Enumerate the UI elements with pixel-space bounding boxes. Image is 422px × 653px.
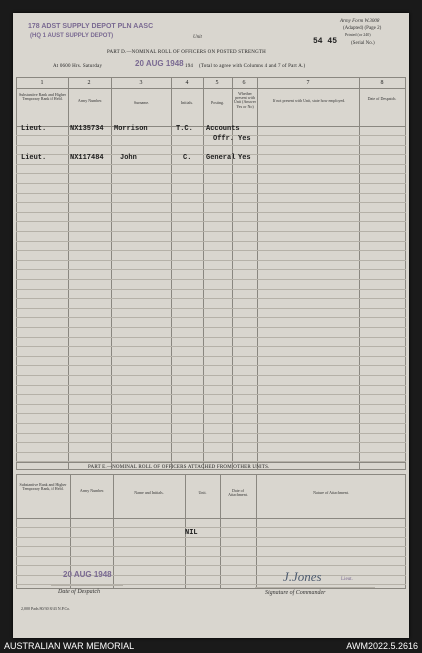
row1-rank: Lieut. bbox=[21, 125, 47, 133]
signature-rank: Lieut. bbox=[341, 577, 353, 582]
col-e-edge-right bbox=[405, 474, 406, 588]
col-number-5: 5 bbox=[215, 80, 219, 86]
ruled-line bbox=[16, 442, 406, 443]
row2-initials: C. bbox=[183, 154, 192, 162]
ruled-line bbox=[16, 433, 406, 434]
col-number-6: 6 bbox=[242, 80, 246, 86]
despatch-date-label: Date of Despatch bbox=[58, 589, 100, 595]
archive-footer bbox=[0, 640, 422, 653]
ruled-line bbox=[16, 289, 406, 290]
unit-stamp-line2: (HQ 1 AUST SUPPLY DEPOT) bbox=[30, 33, 114, 39]
form-adapted: (Adapted) (Page 2) bbox=[343, 26, 382, 31]
unit-stamp-line1: 178 ADST SUPPLY DEPOT PLN AASC bbox=[28, 23, 154, 30]
row1-posting: Accounts bbox=[206, 125, 240, 133]
col-header-posting: Posting. bbox=[210, 100, 224, 105]
ruled-line bbox=[16, 269, 406, 270]
ruled-line bbox=[16, 394, 406, 395]
table-d-bottom-border bbox=[16, 462, 406, 463]
print-note: 2,000 Pads 80/30 8/43 N.P.Co. bbox=[21, 606, 71, 611]
ruled-line bbox=[16, 527, 406, 528]
ruled-line bbox=[16, 145, 406, 146]
serial-number: 54 45 bbox=[313, 37, 338, 46]
signature-label: Signature of Commander bbox=[265, 590, 326, 596]
despatch-date-stamp: 20 AUG 1948 bbox=[63, 570, 112, 579]
at-hours-label: At 0600 Hrs. Saturday bbox=[53, 64, 103, 69]
col-number-7: 7 bbox=[306, 80, 310, 86]
form-printed: Printed (or 240) bbox=[345, 32, 371, 37]
ruled-line bbox=[16, 385, 406, 386]
row2-rank: Lieut. bbox=[21, 154, 47, 162]
total-note: (Total to agree with Columns 4 and 7 of Part A.) bbox=[199, 64, 306, 69]
row1-army-number: NX135734 bbox=[70, 125, 104, 133]
ruled-line bbox=[16, 365, 406, 366]
col-header-rank: Substantive Rank and Higher Temporary Rank if Held. bbox=[19, 92, 66, 102]
col-number-2: 2 bbox=[87, 80, 91, 86]
ruled-line bbox=[16, 202, 406, 203]
ruled-line bbox=[16, 135, 406, 136]
table-d-number-row-border bbox=[16, 88, 406, 89]
ruled-line bbox=[16, 241, 406, 242]
part-e-nil: NIL bbox=[185, 529, 198, 537]
ruled-line bbox=[16, 546, 406, 547]
e-header-name: Name and Initials. bbox=[134, 490, 164, 495]
row2-army-number: NX117484 bbox=[70, 154, 104, 162]
part-e-title: PART E.—NOMINAL ROLL OF OFFICERS ATTACHED FROM OTHER UNITS. bbox=[88, 465, 270, 470]
col-number-1: 1 bbox=[40, 80, 44, 86]
ruled-line bbox=[16, 212, 406, 213]
ruled-line bbox=[16, 231, 406, 232]
e-header-unit: Unit. bbox=[198, 490, 207, 495]
despatch-date-line bbox=[51, 585, 123, 586]
e-header-rank: Substantive Rank and Higher Temporary Rank, if Held. bbox=[19, 482, 67, 492]
ruled-line bbox=[16, 308, 406, 309]
ruled-line bbox=[16, 565, 406, 566]
archive-accession: AWM2022.5.2616 bbox=[346, 641, 418, 651]
row1-present: Yes bbox=[238, 135, 251, 143]
archive-name: AUSTRALIAN WAR MEMORIAL bbox=[4, 641, 135, 651]
ruled-line bbox=[16, 327, 406, 328]
e-header-nature: Nature of Attachment. bbox=[313, 490, 349, 495]
col-header-present: Whether present with Unit (Answer Yes or No) bbox=[234, 91, 256, 109]
col-e-sep-5 bbox=[256, 474, 257, 588]
part-d-date-stamp: 20 AUG 1948 bbox=[135, 59, 184, 68]
ruled-line bbox=[16, 221, 406, 222]
col-number-8: 8 bbox=[380, 80, 384, 86]
serial-label: (Serial No.) bbox=[351, 41, 375, 46]
ruled-line bbox=[16, 298, 406, 299]
ruled-line bbox=[16, 375, 406, 376]
ruled-line bbox=[16, 164, 406, 165]
ruled-line bbox=[16, 250, 406, 251]
year-prefix: 194 bbox=[185, 64, 194, 69]
ruled-line bbox=[16, 346, 406, 347]
unit-label: Unit bbox=[193, 35, 202, 40]
col-e-sep-4 bbox=[220, 474, 221, 588]
col-header-initials: Initials. bbox=[180, 100, 194, 105]
col-header-despatch: Date of Despatch. bbox=[367, 96, 397, 101]
ruled-line bbox=[16, 404, 406, 405]
col-number-4: 4 bbox=[185, 80, 189, 86]
ruled-line bbox=[16, 537, 406, 538]
col-e-edge-left bbox=[16, 474, 17, 588]
e-header-army-number: Army Number. bbox=[79, 488, 105, 493]
ruled-line bbox=[16, 452, 406, 453]
col-header-army-number: Army Number. bbox=[77, 98, 103, 103]
row2-present: Yes bbox=[238, 154, 251, 162]
row1-posting-line2: Offr. bbox=[213, 135, 235, 143]
ruled-line bbox=[16, 260, 406, 261]
ruled-line bbox=[16, 193, 406, 194]
e-header-date-attachment: Date of Attachment. bbox=[228, 488, 248, 498]
row2-posting: General bbox=[206, 154, 236, 162]
col-header-surname: Surname. bbox=[133, 100, 150, 105]
col-header-employment: If not present with Unit, state how employed. bbox=[272, 98, 346, 103]
form-number: Army Form W.3008 bbox=[340, 19, 380, 24]
table-e-header-border bbox=[16, 518, 406, 519]
ruled-line bbox=[16, 337, 406, 338]
form-page bbox=[13, 13, 409, 638]
ruled-line bbox=[16, 183, 406, 184]
row1-surname: Morrison bbox=[114, 125, 148, 133]
col-number-3: 3 bbox=[139, 80, 143, 86]
ruled-line bbox=[16, 356, 406, 357]
ruled-line bbox=[16, 423, 406, 424]
ruled-line bbox=[16, 556, 406, 557]
signature-line bbox=[255, 587, 375, 588]
table-e-top-border bbox=[16, 474, 406, 475]
ruled-line bbox=[16, 413, 406, 414]
row1-initials: T.C. bbox=[176, 125, 193, 133]
table-d-top-border bbox=[16, 77, 406, 78]
ruled-line bbox=[16, 461, 406, 462]
row2-surname: John bbox=[120, 154, 137, 162]
part-d-title: PART D.—NOMINAL ROLL OF OFFICERS ON POSTED STRENGTH bbox=[107, 50, 266, 55]
commander-signature: J.Jones bbox=[283, 569, 322, 584]
ruled-line bbox=[16, 279, 406, 280]
ruled-line bbox=[16, 317, 406, 318]
ruled-line bbox=[16, 173, 406, 174]
col-e-sep-2 bbox=[113, 474, 114, 588]
